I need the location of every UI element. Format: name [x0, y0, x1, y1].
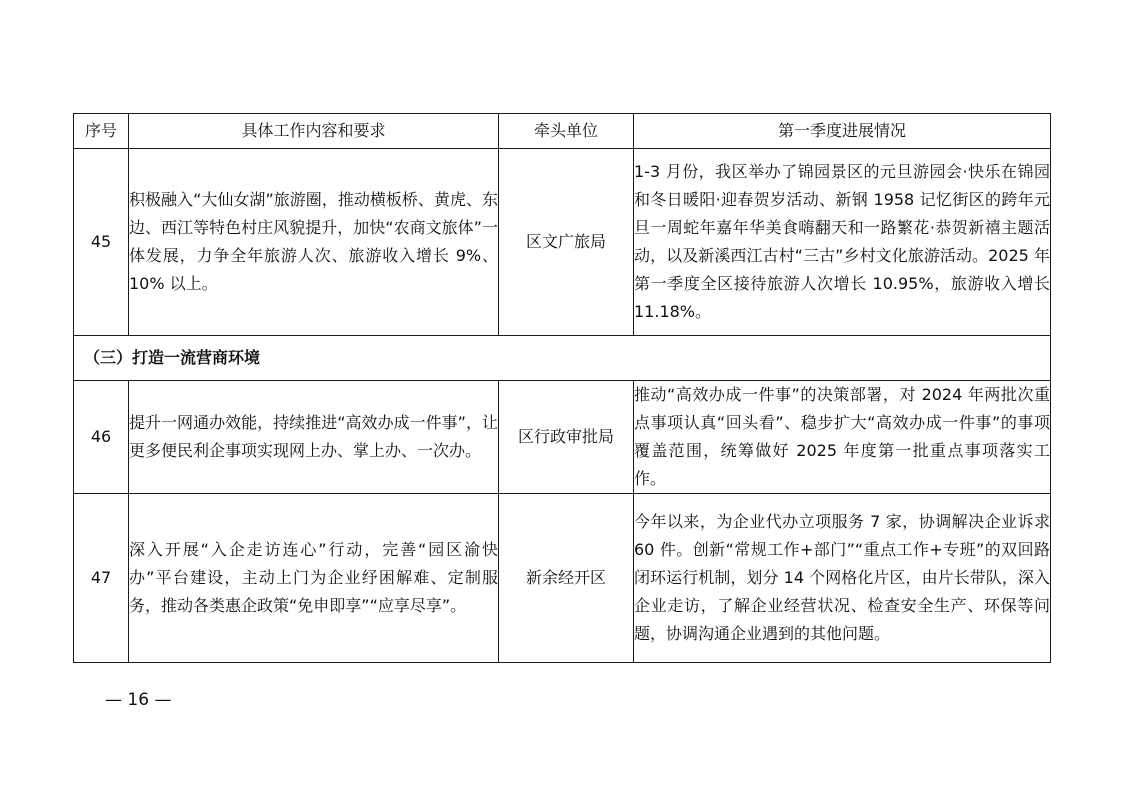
header-content: 具体工作内容和要求 — [129, 114, 499, 149]
row-unit: 区文广旅局 — [499, 149, 634, 336]
row-unit: 区行政审批局 — [499, 381, 634, 494]
table-header-row — [74, 114, 1051, 149]
row-progress: 推动“高效办成一件事”的决策部署，对 2024 年两批次重点事项认真“回头看”、稳步扩大“高效办成一件事”的事项覆盖范围，统筹做好 2025 年度第一批重点事项落实工作。 — [634, 381, 1051, 494]
row-progress: 今年以来，为企业代办立项服务 7 家，协调解决企业诉求 60 件。创新“常规工作+部门”“重点工作+专班”的双回路闭环运行机制，划分 14 个网格化片区，由片长带队，深入企业走访，了解企业经营状况、检查安全生产、环保等问题，协调沟通企业遇到的其他问题。 — [634, 494, 1051, 663]
section-heading-row — [74, 336, 1051, 381]
header-seq: 序号 — [74, 114, 129, 149]
work-progress-table — [73, 113, 1051, 663]
row-content: 提升一网通办效能，持续推进“高效办成一件事”，让更多便民利企事项实现网上办、掌上办、一次办。 — [129, 381, 499, 494]
row-progress: 1-3 月份，我区举办了锦园景区的元旦游园会·快乐在锦园和冬日暖阳·迎春贺岁活动、新钢 1958 记忆街区的跨年元旦一周蛇年嘉年华美食嗨翻天和一路繁花·恭贺新禧主题活动，以及新溪西江古村“三古”乡村文化旅游活动。2025 年第一季度全区接待旅游人次增长 10.95%，旅游收入增长 11.18%。 — [634, 149, 1051, 336]
table-row — [74, 381, 1051, 494]
row-content: 积极融入“大仙女湖”旅游圈，推动横板桥、黄虎、东边、西江等特色村庄风貌提升，加快“农商文旅体”一体发展，力争全年旅游人次、旅游收入增长 9%、10% 以上。 — [129, 149, 499, 336]
page-number: — 16 — — [105, 690, 172, 710]
row-seq: 45 — [74, 149, 129, 336]
table-row — [74, 149, 1051, 336]
header-unit: 牵头单位 — [499, 114, 634, 149]
row-content: 深入开展“入企走访连心”行动，完善“园区渝快办”平台建设，主动上门为企业纾困解难、定制服务，推动各类惠企政策“免申即享”“应享尽享”。 — [129, 494, 499, 663]
row-seq: 46 — [74, 381, 129, 494]
header-progress: 第一季度进展情况 — [634, 114, 1051, 149]
row-unit: 新余经开区 — [499, 494, 634, 663]
table-row — [74, 494, 1051, 663]
section-heading: （三）打造一流营商环境 — [74, 336, 1051, 381]
row-seq: 47 — [74, 494, 129, 663]
